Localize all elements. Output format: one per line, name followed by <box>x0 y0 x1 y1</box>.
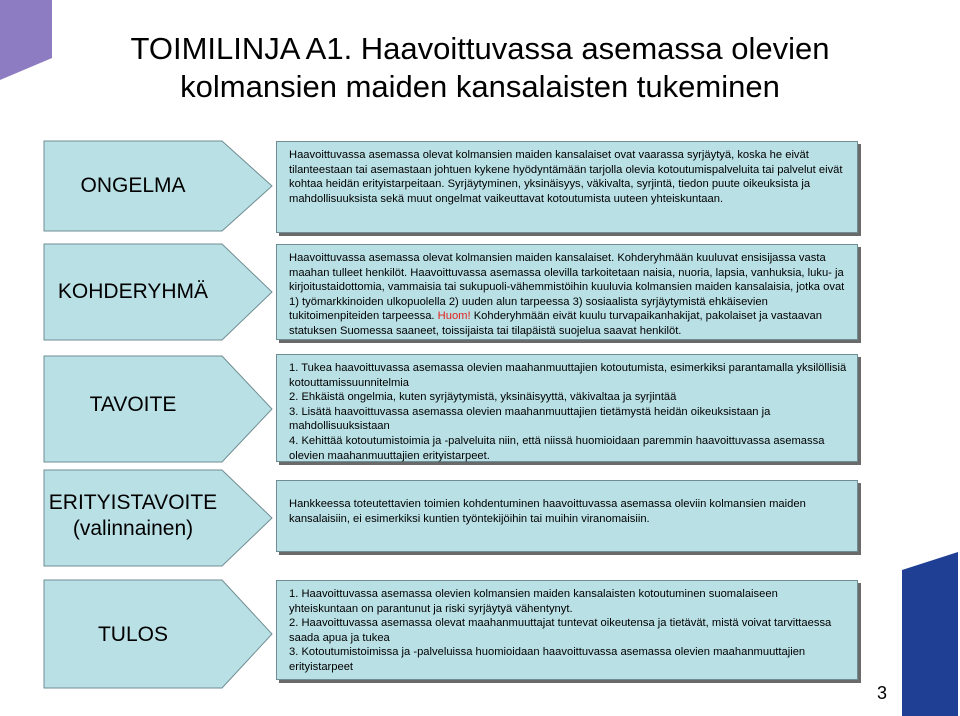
label-kohderyhma: KOHDERYHMÄ <box>57 280 209 303</box>
label-erityistavoite <box>44 490 222 542</box>
page-title-line-1: TOIMILINJA A1. Haavoittuvassa asemassa olevien <box>130 31 830 66</box>
label-erityistavoite-line-2: (valinnainen) <box>72 517 194 540</box>
page-number: 3 <box>877 683 888 703</box>
tulos-item-2: 2. Haavoittuvassa asemassa olevat maahanmuuttajat tuntevat oikeutensa ja tietävät, mistä voivat tarvittaessa saada apua ja tukea <box>289 617 832 644</box>
text-box-erityistavoite <box>276 480 858 552</box>
page-title-line-2: kolmansien maiden kansalaisten tukeminen <box>180 69 780 104</box>
tavoite-item-3: 3. Lisätä haavoittuvassa asemassa olevien maahanmuuttajien tietämystä heidän oikeuksistaan ja mahdollisuuksistaan <box>289 405 771 433</box>
erityistavoite-text: Hankkeessa toteutettavien toimien kohdentuminen haavoittuvassa asemassa oleviin kolmansien maiden kansalaisiin, ei esimerkiksi kuntien työntekijöihin tai muihin viranomaisiin. <box>289 498 806 525</box>
chevron-kohderyhma <box>44 244 272 340</box>
chevron-tavoite <box>44 356 272 462</box>
label-erityistavoite-line-1: ERITYISTAVOITE <box>48 491 218 514</box>
kohderyhma-text-part-2: Kohderyhmään eivät kuulu turvapaikanhakijat, pakolaiset ja vastaavan statuksen Suomessa saaneet, toissijaista tai tilapäistä suojelua saavat henkilöt. <box>289 310 822 337</box>
tulos-item-3: 3. Kotoutumistoimissa ja -palveluissa huomioidaan haavoittuvassa asemassa olevien maahanmuuttajien erityistarpeet <box>289 646 806 673</box>
label-tavoite: TAVOITE <box>89 393 177 416</box>
tavoite-item-4: 4. Kehittää kotoutumistoimia ja -palveluita niin, että niissä huomioidaan paremmin haavoittuvassa asemassa olevien maahanmuuttajien erityistarpeet. <box>289 434 825 462</box>
page-title <box>40 30 920 106</box>
label-tulos: TULOS <box>97 623 168 646</box>
kohderyhma-text-part-1: Haavoittuvassa asemassa olevat kolmansien maiden kansalaiset. Kohderyhmään kuuluvat ensisijassa vasta maahan tulleet henkilöt. Haavoittuvassa asemassa olevilla tarkoitetaan naisia, nuoria, lapsia, vanhuksia, luku- ja kirjoitustaidottomia, vammaisia tai sukupuoli-vähemmistöihin kuuluvia kolmansien maiden kansalaisia, jotka ovat 1) työmarkkinoiden ulkopuolella 2) uuden alun tarpeessa 3) sosiaalista syrjäytymistä ehkäisevien tukitoimenpiteiden tarpeessa. <box>289 252 845 323</box>
tavoite-item-1: 1. Tukea haavoittuvassa asemassa olevien maahanmuuttajien kotoutumista, esimerkiksi parantamalla yksilöllisiä kotouttamissuunnitelmia <box>289 362 847 389</box>
text-box-tavoite <box>276 354 858 462</box>
chevron-ongelma <box>44 141 272 231</box>
text-box-kohderyhma <box>276 244 858 340</box>
chevron-erityistavoite <box>44 470 272 566</box>
huom-highlight: Huom! <box>437 310 471 323</box>
label-ongelma: ONGELMA <box>80 174 186 197</box>
kohderyhma-text <box>289 251 847 339</box>
ongelma-text: Haavoittuvassa asemassa olevat kolmansien maiden kansalaiset ovat vaarassa syrjäytyä, koska he eivät tilanteestaan tai asemastaan johtuen kykene hyödyntämään tarjolla olevia kotoutumispalveluita tai palvelut eivät kohtaa heidän erityistarpeitaan. Syrjäytyminen, yksinäisyys, väkivalta, syrjintä, tiedon puute oikeuksista ja mahdollisuuksista sekä muut ongelmat vaikeuttavat kotoutumista uuteen yhteiskuntaan. <box>289 149 843 205</box>
text-box-ongelma <box>276 141 858 233</box>
text-box-tulos <box>276 580 858 680</box>
tavoite-item-2: 2. Ehkäistä ongelmia, kuten syrjäytymistä, yksinäisyyttä, väkivaltaa ja syrjintää <box>289 391 677 404</box>
chevron-tulos <box>44 580 272 688</box>
corner-accent-bottom-right <box>902 552 958 716</box>
tulos-item-1: 1. Haavoittuvassa asemassa olevien kolmansien maiden kansalaisten kotoutuminen suomalaiseen yhteiskuntaan on parantunut ja riski syrjäytyä vähentynyt. <box>289 588 778 615</box>
